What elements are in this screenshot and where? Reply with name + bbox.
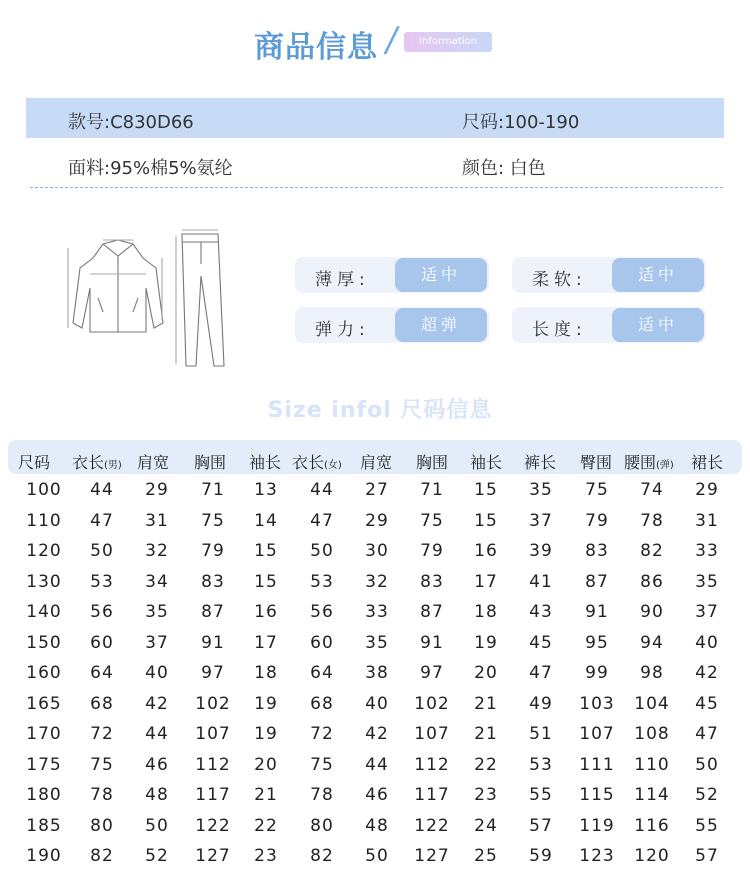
table-cell: 47 xyxy=(310,510,334,531)
table-cell: 115 xyxy=(579,785,615,805)
table-row xyxy=(0,572,750,602)
table-cell: 119 xyxy=(579,815,615,836)
table-row xyxy=(0,694,750,724)
column-header-text: 裤长 xyxy=(524,453,557,472)
column-header xyxy=(292,450,342,473)
table-cell: 37 xyxy=(145,632,169,653)
table-cell: 53 xyxy=(310,571,334,592)
table-cell: 82 xyxy=(90,846,114,866)
table-cell: 15 xyxy=(254,571,278,592)
table-cell: 107 xyxy=(195,724,231,744)
table-cell: 72 xyxy=(90,724,114,744)
column-header xyxy=(416,450,448,473)
table-cell: 175 xyxy=(26,754,62,775)
column-header-text: 裙长 xyxy=(691,453,724,472)
table-cell: 68 xyxy=(310,693,334,714)
table-cell: 160 xyxy=(26,663,62,683)
table-cell: 127 xyxy=(414,846,450,866)
table-cell: 21 xyxy=(474,693,498,714)
table-cell: 15 xyxy=(254,541,278,561)
info-row-1 xyxy=(26,98,724,138)
table-cell: 68 xyxy=(90,693,114,714)
size-info-title: Size infol 尺码信息 xyxy=(267,398,493,423)
table-cell: 116 xyxy=(634,815,670,836)
table-cell: 75 xyxy=(420,510,444,531)
table-cell: 53 xyxy=(529,754,553,775)
table-cell: 97 xyxy=(201,663,225,683)
table-cell: 20 xyxy=(254,754,278,775)
table-cell: 56 xyxy=(310,602,334,622)
table-cell: 57 xyxy=(529,815,553,836)
table-cell: 107 xyxy=(414,724,450,744)
table-cell: 40 xyxy=(695,632,719,653)
table-cell: 34 xyxy=(145,571,169,592)
table-cell: 43 xyxy=(529,602,553,622)
table-cell: 51 xyxy=(529,724,553,744)
table-cell: 46 xyxy=(145,754,169,775)
table-cell: 18 xyxy=(254,663,278,683)
table-cell: 42 xyxy=(695,663,719,683)
table-cell: 19 xyxy=(254,724,278,744)
column-header-text: 臀围 xyxy=(580,453,613,472)
attribute-softness xyxy=(512,257,706,293)
table-cell: 83 xyxy=(420,571,444,592)
info-row-2 xyxy=(26,144,724,184)
table-cell: 47 xyxy=(695,724,719,744)
table-cell: 46 xyxy=(365,785,389,805)
table-cell: 78 xyxy=(310,785,334,805)
table-cell: 35 xyxy=(145,602,169,622)
attribute-label: 长度: xyxy=(532,320,587,340)
dashed-divider xyxy=(30,187,723,188)
table-cell: 55 xyxy=(529,785,553,805)
table-cell: 80 xyxy=(90,815,114,836)
attribute-length xyxy=(512,307,706,343)
table-row xyxy=(0,663,750,693)
table-cell: 110 xyxy=(26,510,62,531)
column-header xyxy=(470,450,502,473)
table-cell: 29 xyxy=(145,480,169,500)
column-header-text: 衣长 xyxy=(72,453,105,472)
table-cell: 16 xyxy=(254,602,278,622)
table-cell: 78 xyxy=(640,510,664,531)
table-row xyxy=(0,724,750,754)
table-cell: 17 xyxy=(254,632,278,653)
column-header-text: 袖长 xyxy=(249,453,282,472)
table-cell: 78 xyxy=(90,785,114,805)
garment-sketch-image xyxy=(58,228,248,373)
table-cell: 150 xyxy=(26,632,62,653)
table-cell: 56 xyxy=(90,602,114,622)
column-header-text: 腰围 xyxy=(624,453,657,472)
table-cell: 53 xyxy=(90,571,114,592)
table-cell: 48 xyxy=(365,815,389,836)
table-cell: 45 xyxy=(695,693,719,714)
attribute-label: 薄厚: xyxy=(315,270,370,290)
attribute-label: 弹力: xyxy=(315,320,370,340)
column-header-text: 胸围 xyxy=(416,453,449,472)
table-cell: 122 xyxy=(414,815,450,836)
table-cell: 31 xyxy=(695,510,719,531)
table-cell: 47 xyxy=(529,663,553,683)
table-cell: 57 xyxy=(695,846,719,866)
table-cell: 13 xyxy=(254,480,278,500)
table-cell: 112 xyxy=(195,754,231,775)
table-cell: 50 xyxy=(365,846,389,866)
table-cell: 64 xyxy=(310,663,334,683)
table-cell: 98 xyxy=(640,663,664,683)
column-header xyxy=(249,450,281,473)
table-cell: 107 xyxy=(579,724,615,744)
column-header xyxy=(194,450,226,473)
table-cell: 91 xyxy=(585,602,609,622)
table-cell: 47 xyxy=(90,510,114,531)
table-cell: 45 xyxy=(529,632,553,653)
table-cell: 127 xyxy=(195,846,231,866)
table-row xyxy=(0,846,750,876)
table-row xyxy=(0,785,750,815)
table-cell: 87 xyxy=(201,602,225,622)
column-header xyxy=(691,450,723,473)
size-table-header xyxy=(8,440,742,474)
table-cell: 74 xyxy=(640,480,664,500)
table-cell: 48 xyxy=(145,785,169,805)
column-header-subtext: (女) xyxy=(324,460,342,471)
table-cell: 99 xyxy=(585,663,609,683)
column-header xyxy=(524,450,556,473)
table-cell: 94 xyxy=(640,632,664,653)
table-cell: 52 xyxy=(145,846,169,866)
size-range: 尺码:100-190 xyxy=(462,112,580,133)
table-cell: 50 xyxy=(145,815,169,836)
slash-decoration: / xyxy=(382,20,401,60)
table-cell: 40 xyxy=(365,693,389,714)
table-cell: 24 xyxy=(474,815,498,836)
table-cell: 21 xyxy=(254,785,278,805)
table-cell: 44 xyxy=(310,480,334,500)
table-cell: 16 xyxy=(474,541,498,561)
table-cell: 79 xyxy=(201,541,225,561)
table-cell: 108 xyxy=(634,724,670,744)
table-cell: 29 xyxy=(695,480,719,500)
column-header xyxy=(72,450,122,473)
table-cell: 19 xyxy=(474,632,498,653)
table-cell: 114 xyxy=(634,785,670,805)
table-cell: 110 xyxy=(634,754,670,775)
table-cell: 87 xyxy=(585,571,609,592)
table-cell: 32 xyxy=(145,541,169,561)
fabric: 面料:95%棉5%氨纶 xyxy=(68,158,233,179)
table-cell: 91 xyxy=(420,632,444,653)
table-cell: 75 xyxy=(585,480,609,500)
table-cell: 44 xyxy=(145,724,169,744)
table-cell: 130 xyxy=(26,571,62,592)
table-cell: 82 xyxy=(640,541,664,561)
attribute-label: 柔软: xyxy=(532,270,587,290)
table-cell: 170 xyxy=(26,724,62,744)
table-row xyxy=(0,816,750,846)
column-header-text: 衣长 xyxy=(292,453,325,472)
table-cell: 55 xyxy=(695,815,719,836)
table-cell: 103 xyxy=(579,693,615,714)
table-cell: 80 xyxy=(310,815,334,836)
information-tag: Information xyxy=(404,32,492,52)
attribute-thickness xyxy=(295,257,489,293)
product-info-title: 商品信息 xyxy=(254,30,378,65)
table-cell: 87 xyxy=(420,602,444,622)
table-cell: 102 xyxy=(414,693,450,714)
table-row xyxy=(0,633,750,663)
table-cell: 33 xyxy=(695,541,719,561)
color: 颜色: 白色 xyxy=(462,158,546,179)
table-row xyxy=(0,541,750,571)
table-cell: 50 xyxy=(310,541,334,561)
table-cell: 60 xyxy=(90,632,114,653)
table-cell: 72 xyxy=(310,724,334,744)
table-cell: 22 xyxy=(254,815,278,836)
table-cell: 23 xyxy=(254,846,278,866)
table-cell: 95 xyxy=(585,632,609,653)
table-cell: 64 xyxy=(90,663,114,683)
table-cell: 83 xyxy=(201,571,225,592)
table-cell: 39 xyxy=(529,541,553,561)
attribute-elasticity xyxy=(295,307,489,343)
table-cell: 180 xyxy=(26,785,62,805)
table-cell: 20 xyxy=(474,663,498,683)
table-cell: 44 xyxy=(90,480,114,500)
table-cell: 117 xyxy=(195,785,231,805)
table-cell: 123 xyxy=(579,846,615,866)
table-cell: 15 xyxy=(474,480,498,500)
table-cell: 35 xyxy=(365,632,389,653)
table-cell: 165 xyxy=(26,693,62,714)
table-cell: 117 xyxy=(414,785,450,805)
table-cell: 23 xyxy=(474,785,498,805)
table-cell: 86 xyxy=(640,571,664,592)
table-cell: 44 xyxy=(365,754,389,775)
table-cell: 40 xyxy=(145,663,169,683)
column-header xyxy=(624,450,674,473)
table-cell: 25 xyxy=(474,846,498,866)
table-cell: 120 xyxy=(634,846,670,866)
table-cell: 75 xyxy=(90,754,114,775)
table-row xyxy=(0,480,750,510)
style-number: 款号:C830D66 xyxy=(68,112,194,133)
attribute-value: 适中 xyxy=(395,258,487,292)
table-cell: 79 xyxy=(585,510,609,531)
table-row xyxy=(0,755,750,785)
table-cell: 91 xyxy=(201,632,225,653)
table-cell: 38 xyxy=(365,663,389,683)
table-cell: 31 xyxy=(145,510,169,531)
column-header xyxy=(137,450,169,473)
attribute-value: 超弹 xyxy=(395,308,487,342)
table-cell: 100 xyxy=(26,480,62,500)
table-row xyxy=(0,602,750,632)
table-cell: 32 xyxy=(365,571,389,592)
table-cell: 60 xyxy=(310,632,334,653)
table-cell: 19 xyxy=(254,693,278,714)
table-cell: 35 xyxy=(695,571,719,592)
column-header-text: 袖长 xyxy=(470,453,503,472)
attribute-value: 适中 xyxy=(612,308,704,342)
table-cell: 50 xyxy=(90,541,114,561)
table-cell: 83 xyxy=(585,541,609,561)
table-cell: 30 xyxy=(365,541,389,561)
table-cell: 90 xyxy=(640,602,664,622)
column-header-text: 肩宽 xyxy=(360,453,393,472)
column-header xyxy=(360,450,392,473)
column-header-text: 胸围 xyxy=(194,453,227,472)
column-header xyxy=(18,450,50,473)
table-cell: 17 xyxy=(474,571,498,592)
table-cell: 140 xyxy=(26,602,62,622)
attribute-value: 适中 xyxy=(612,258,704,292)
table-cell: 75 xyxy=(201,510,225,531)
table-cell: 190 xyxy=(26,846,62,866)
table-cell: 112 xyxy=(414,754,450,775)
table-cell: 122 xyxy=(195,815,231,836)
column-header xyxy=(580,450,612,473)
table-cell: 14 xyxy=(254,510,278,531)
table-cell: 120 xyxy=(26,541,62,561)
table-cell: 41 xyxy=(529,571,553,592)
column-header-text: 肩宽 xyxy=(137,453,170,472)
table-cell: 15 xyxy=(474,510,498,531)
table-cell: 21 xyxy=(474,724,498,744)
table-cell: 33 xyxy=(365,602,389,622)
table-cell: 185 xyxy=(26,815,62,836)
table-cell: 71 xyxy=(201,480,225,500)
table-cell: 42 xyxy=(145,693,169,714)
column-header-text: 尺码 xyxy=(18,453,51,472)
table-cell: 52 xyxy=(695,785,719,805)
table-cell: 22 xyxy=(474,754,498,775)
table-cell: 71 xyxy=(420,480,444,500)
table-cell: 29 xyxy=(365,510,389,531)
table-cell: 42 xyxy=(365,724,389,744)
table-cell: 27 xyxy=(365,480,389,500)
section-header xyxy=(0,18,750,64)
table-cell: 35 xyxy=(529,480,553,500)
table-cell: 97 xyxy=(420,663,444,683)
table-cell: 102 xyxy=(195,693,231,714)
table-cell: 50 xyxy=(695,754,719,775)
table-row xyxy=(0,511,750,541)
table-cell: 59 xyxy=(529,846,553,866)
column-header-subtext: (男) xyxy=(104,460,122,471)
table-cell: 82 xyxy=(310,846,334,866)
column-header-subtext: (弹) xyxy=(656,460,674,471)
table-cell: 111 xyxy=(579,754,615,775)
table-cell: 18 xyxy=(474,602,498,622)
table-cell: 37 xyxy=(529,510,553,531)
table-cell: 37 xyxy=(695,602,719,622)
table-cell: 79 xyxy=(420,541,444,561)
table-cell: 104 xyxy=(634,693,670,714)
table-cell: 75 xyxy=(310,754,334,775)
table-cell: 49 xyxy=(529,693,553,714)
